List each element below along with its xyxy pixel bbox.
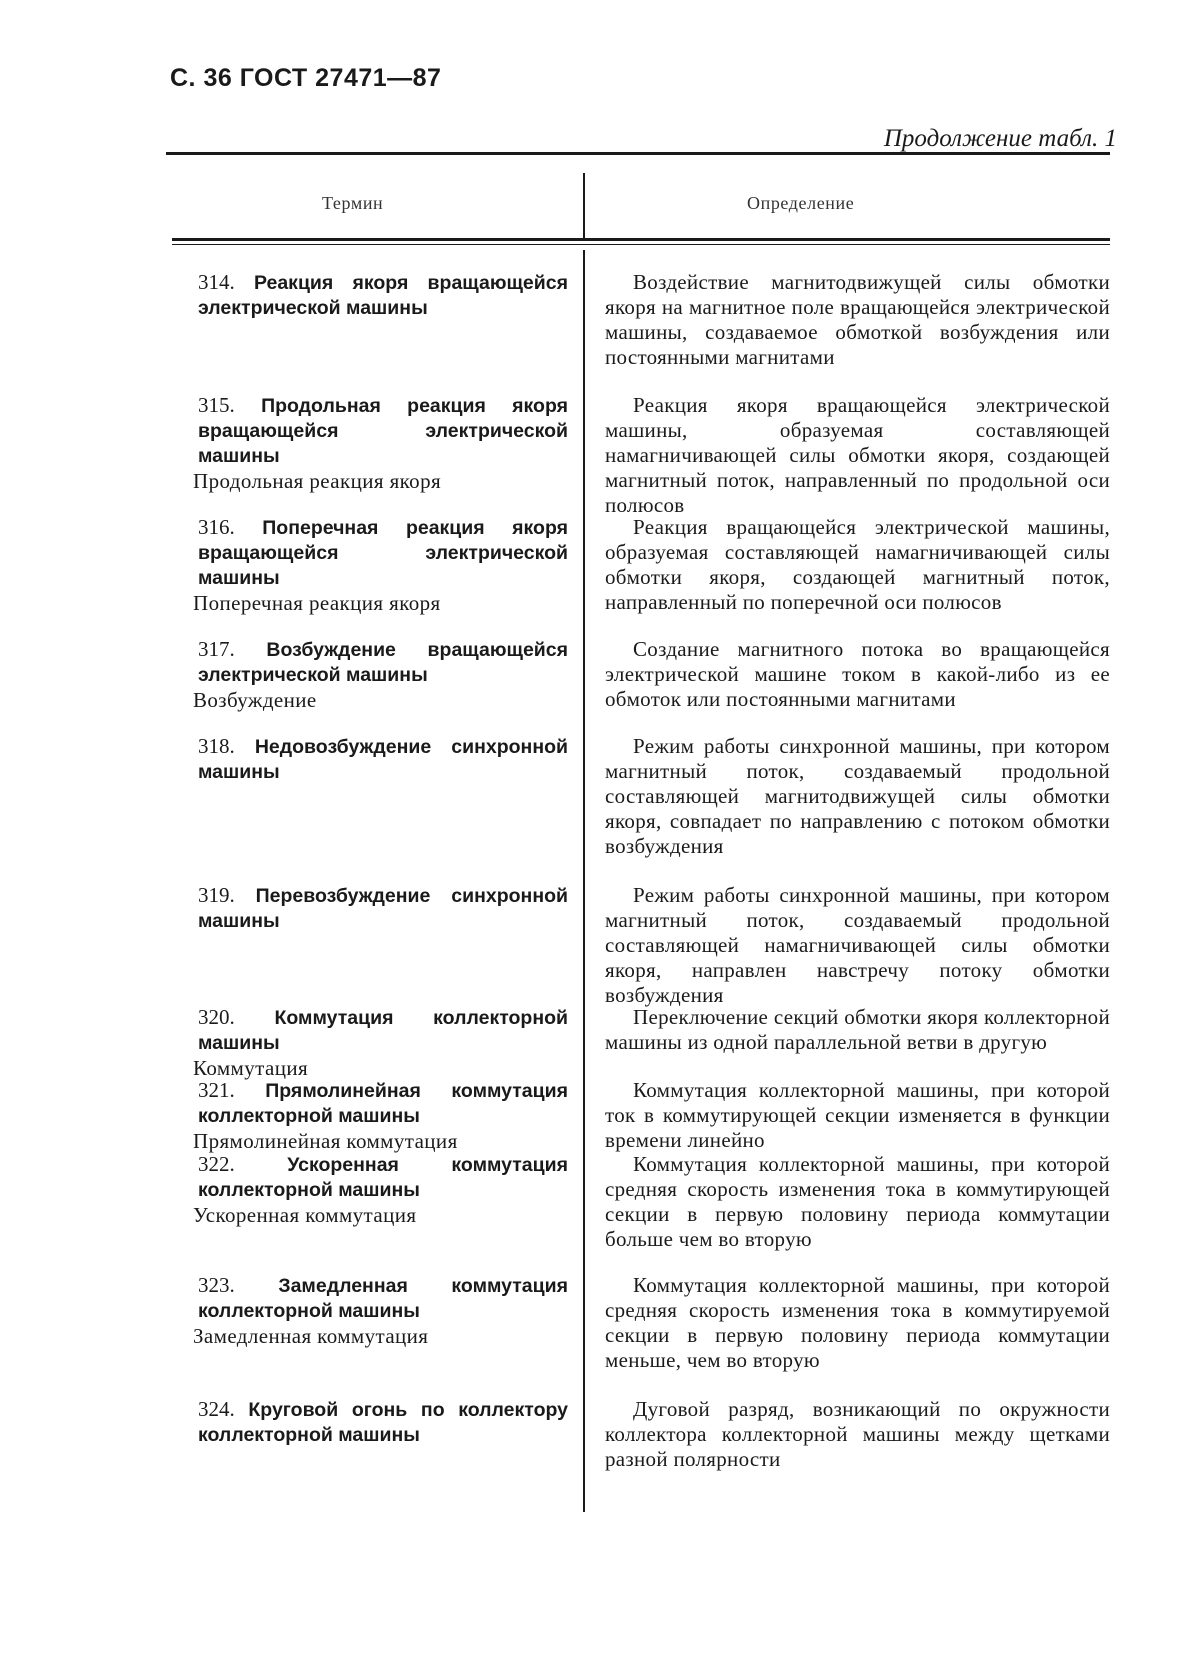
term-synonym: Замедленная коммутация [193,1324,429,1348]
header-bottom-rule-thin [172,244,1110,245]
term-number: 323. [198,1273,235,1297]
term-entry-316 [168,515,568,616]
term-name: 318. Недовозбуждение синхронной машины [198,734,568,783]
term-number: 318. [198,734,235,758]
definition-324: Дуговой разряд, возникающий по окружности коллектора коллекторной машины между щетками разной полярности [605,1397,1110,1471]
definition-321: Коммутация коллекторной машины, при которой ток в коммутирующей секции изменяется в функции времени линейно [605,1078,1110,1152]
definition-314: Воздействие магнитодвижущей силы обмотки якоря на магнитное поле вращающейся электрической машины, создаваемое обмоткой возбуждения или постоянными магнитами [605,270,1110,369]
page-header: С. 36 ГОСТ 27471—87 [170,64,442,92]
term-entry-318 [168,734,568,785]
term-entry-317 [168,637,568,713]
term-number: 321. [198,1078,235,1102]
term-name: 323. Замедленная коммутация коллекторной машины [198,1273,569,1322]
table-top-rule [166,152,1110,155]
term-name: 317. Возбуждение вращающейся электрической машины [198,637,568,686]
term-number: 320. [198,1005,235,1029]
term-synonym: Прямолинейная коммутация [193,1129,458,1153]
definition-318: Режим работы синхронной машины, при котором магнитный поток, создаваемый продольной составляющей магнитодвижущей силы обмотки якоря, совпадает по направлению с потоком обмотки возбуждения [605,734,1110,858]
definition-322: Коммутация коллекторной машины, при которой средняя скорость изменения тока в коммутирующей секции в первую половину периода коммутации больше чем во вторую [605,1152,1110,1251]
definition-323: Коммутация коллекторной машины, при которой средняя скорость изменения тока в коммутируемой секции в первую половину периода коммутации меньше, чем во вторую [605,1273,1110,1372]
term-name: 319. Перевозбуждение синхронной машины [198,883,568,932]
header-column-divider [583,173,585,238]
definition-319: Режим работы синхронной машины, при котором магнитный поток, создаваемый продольной составляющей намагничивающей силы обмотки якоря, направлен навстречу потоку обмотки возбуждения [605,883,1110,1007]
term-synonym: Возбуждение [193,688,317,712]
term-name: 322. Ускоренная коммутация коллекторной машины [198,1152,568,1201]
term-entry-322 [168,1152,568,1228]
definition-316: Реакция вращающейся электрической машины, образуемая составляющей намагничивающей силы обмотки якоря, создающей магнитный поток, направленный по поперечной оси полюсов [605,515,1110,614]
definition-315: Реакция якоря вращающейся электрической машины, образуемая составляющей намагничивающей силы обмотки якоря, создающей магнитный поток, направленный по продольной оси полюсов [605,393,1110,517]
term-number: 319. [198,883,235,907]
term-name: 320. Коммутация коллекторной машины [198,1005,568,1054]
term-entry-319 [168,883,568,934]
term-number: 324. [198,1397,235,1421]
definition-317: Создание магнитного потока во вращающейся электрической машине током в какой-либо из ее обмоток или постоянными магнитами [605,637,1110,711]
table-continuation-label: Продолжение табл. 1 [883,125,1117,152]
column-header-term: Термин [322,193,384,213]
term-name: 316. Поперечная реакция якоря вращающейся электрической машины [198,515,568,589]
term-name: 321. Прямолинейная коммутация коллекторной машины [198,1078,568,1127]
term-number: 322. [198,1152,235,1176]
term-entry-315 [168,393,568,494]
term-synonym: Продольная реакция якоря [193,469,442,493]
term-name: 324. Круговой огонь по коллектору коллекторной машины [198,1397,568,1446]
term-number: 314. [198,270,235,294]
term-entry-314 [168,270,568,321]
term-entry-324 [168,1397,568,1448]
term-number: 316. [198,515,235,539]
term-entry-323 [168,1273,568,1349]
term-number: 315. [198,393,235,417]
term-entry-320 [168,1005,568,1081]
column-header-definition: Определение [747,193,855,213]
term-entry-321 [168,1078,568,1154]
term-synonym: Коммутация [193,1056,309,1080]
term-name: 315. Продольная реакция якоря вращающейся электрической машины [198,393,569,467]
body-column-divider [583,250,585,1512]
term-number: 317. [198,637,235,661]
term-synonym: Поперечная реакция якоря [193,591,441,615]
term-name: 314. Реакция якоря вращающейся электрической машины [198,270,568,319]
term-synonym: Ускоренная коммутация [193,1203,417,1227]
definition-320: Переключение секций обмотки якоря коллекторной машины из одной параллельной ветви в другую [605,1005,1110,1054]
header-bottom-rule [172,238,1110,241]
